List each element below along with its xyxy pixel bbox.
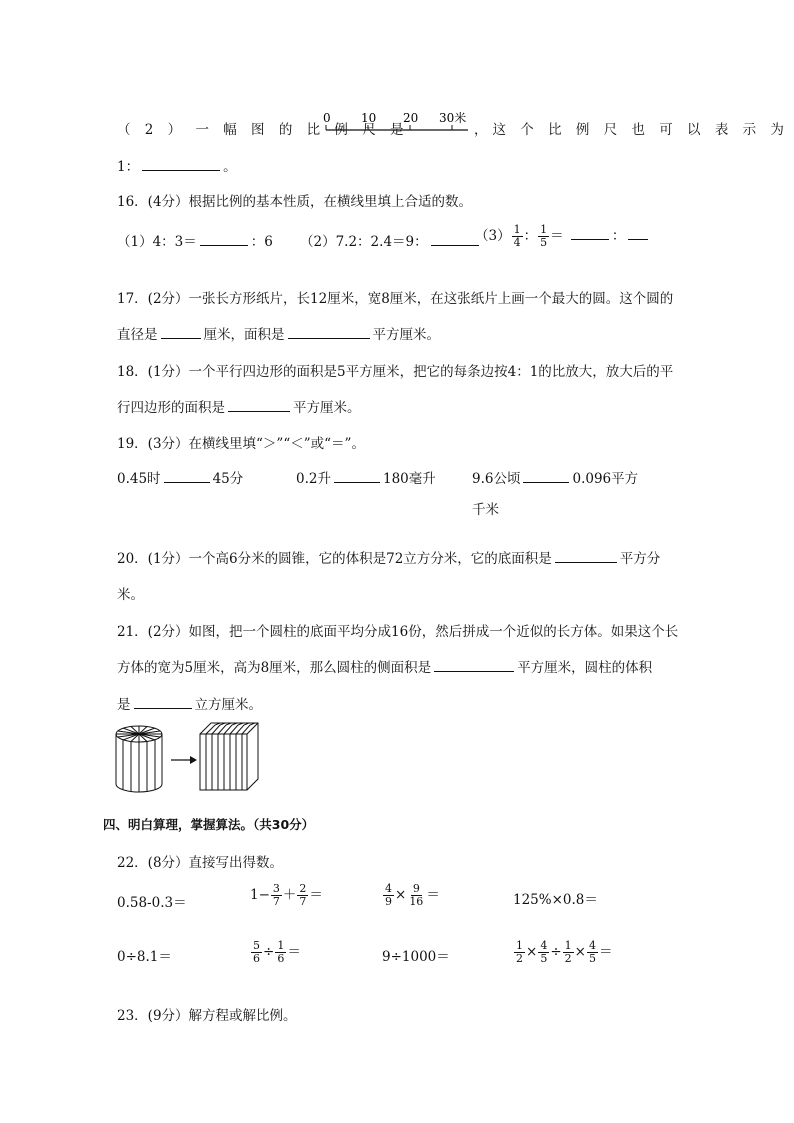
scale-label-20: 20 [403, 111, 419, 125]
answer-blank[interactable] [334, 469, 380, 483]
q21-line2: 方体的宽为5厘米，高为8厘米，那么圆柱的侧面积是 平方厘米，圆柱的体积 [117, 660, 653, 676]
fraction: $\frac{1}{5}$ [540, 223, 548, 249]
fraction: $\frac{1}{6}$ [277, 939, 285, 965]
answer-blank[interactable] [571, 226, 609, 240]
q22-expr1: 0.58-0.3＝ [117, 895, 187, 911]
cuboid [200, 723, 258, 790]
q22-expr6: $\frac{5}{6}$ ÷ $\frac{1}{6}$ ＝ [253, 939, 301, 965]
scale-label-0: 0 [323, 111, 331, 125]
section-4-title: 四、明白算理，掌握算法。（共30分） [103, 817, 315, 832]
cylinder [116, 726, 162, 792]
fraction: $\frac{9}{16}$ [409, 882, 424, 908]
fraction: $\frac{1}{2}$ [564, 939, 572, 965]
fraction: $\frac{1}{4}$ [513, 223, 521, 249]
fraction: $\frac{4}{5}$ [588, 939, 596, 965]
q20-line2: 米。 [117, 587, 144, 603]
answer-blank[interactable] [228, 398, 290, 412]
answer-blank[interactable] [434, 658, 514, 672]
answer-blank[interactable] [288, 325, 370, 339]
q22-expr4: 125%×0.8＝ [513, 892, 598, 908]
q15-2-line1-suffix: ，这 个 比 例 尺 也 可 以 表 示 为 [474, 122, 789, 138]
answer-blank[interactable] [555, 549, 617, 563]
fraction: $\frac{1}{2}$ [516, 939, 523, 965]
scale-label-10: 10 [361, 111, 377, 125]
q16-part3: （3） $\frac{1}{4}$ ： $\frac{1}{5}$ ＝ ： [475, 224, 651, 249]
q19-stem: 19．(3分）在横线里填“＞”“＜”或“＝”。 [117, 436, 365, 452]
scale-label-30: 30米 [439, 111, 467, 125]
q19-item3: 9.6公顷 0.096平方 [472, 471, 639, 487]
q15-2-prefix: （ 2 ） 一 幅 图 的 比 例 尺 是 [117, 122, 409, 138]
answer-blank[interactable] [431, 232, 479, 246]
q16-part1: （1）4：3＝ ：6 [117, 234, 273, 250]
q19-item2: 0.2升 180毫升 [296, 471, 436, 487]
q16-stem: 16．(4分）根据比例的基本性质，在横线里填上合适的数。 [117, 194, 473, 210]
q21-line1: 21．(2分）如图，把一个圆柱的底面平均分成16份，然后拼成一个近似的长方体。如果这个长 [117, 624, 679, 640]
q22-expr7: 9÷1000＝ [382, 949, 450, 965]
fraction: $\frac{4}{9}$ [385, 882, 392, 908]
answer-blank[interactable] [164, 469, 210, 483]
fraction: $\frac{3}{7}$ [272, 882, 280, 908]
answer-blank[interactable] [523, 469, 569, 483]
q21-line3: 是 立方厘米。 [117, 697, 262, 713]
q22-expr8: $\frac{1}{2}$ × $\frac{4}{5}$ ÷ $\frac{1}{2}$ × $\frac{4}{5}$ ＝ [516, 939, 613, 965]
fraction: $\frac{5}{6}$ [253, 939, 260, 965]
fraction: $\frac{2}{7}$ [299, 882, 307, 908]
answer-blank[interactable] [134, 695, 192, 709]
q22-stem: 22．(8分）直接写出得数。 [117, 855, 284, 871]
q17-line2: 直径是 厘米，面积是 平方厘米。 [117, 327, 440, 343]
cylinder-to-cuboid-figure [112, 720, 290, 796]
q22-expr3: $\frac{4}{9}$ × $\frac{9}{16}$ ＝ [385, 882, 440, 908]
q17-line1: 17．(2分）一张长方形纸片，长12厘米，宽8厘米，在这张纸片上画一个最大的圆。这个圆的 [117, 291, 674, 307]
answer-blank[interactable] [628, 226, 648, 240]
q16-part2: （2）7.2：2.4＝9： [300, 230, 482, 250]
q18-line1: 18．(1分）一个平行四边形的面积是5平方厘米，把它的每条边按4：1的比放大，放大后的平 [117, 364, 674, 380]
arrow-icon [171, 756, 197, 764]
answer-blank[interactable] [142, 157, 220, 171]
q15-2-line2: 1： 。 [117, 159, 237, 175]
q20-line1: 20．(1分）一个高6分米的圆锥，它的体积是72立方分米，它的底面积是 平方分 [117, 551, 661, 567]
q19-item3-cont: 千米 [472, 502, 499, 518]
scale-bar [322, 108, 472, 134]
q23-stem: 23．(9分）解方程或解比例。 [117, 1008, 297, 1024]
q22-expr2: 1− $\frac{3}{7}$ ＋ $\frac{2}{7}$ ＝ [250, 882, 323, 908]
answer-blank[interactable] [161, 325, 201, 339]
answer-blank[interactable] [200, 232, 248, 246]
q22-expr5: 0÷8.1＝ [117, 949, 172, 965]
q18-line2: 行四边形的面积是 平方厘米。 [117, 400, 361, 416]
fraction: $\frac{4}{5}$ [540, 939, 548, 965]
q19-item1: 0.45时 45分 [117, 471, 244, 487]
